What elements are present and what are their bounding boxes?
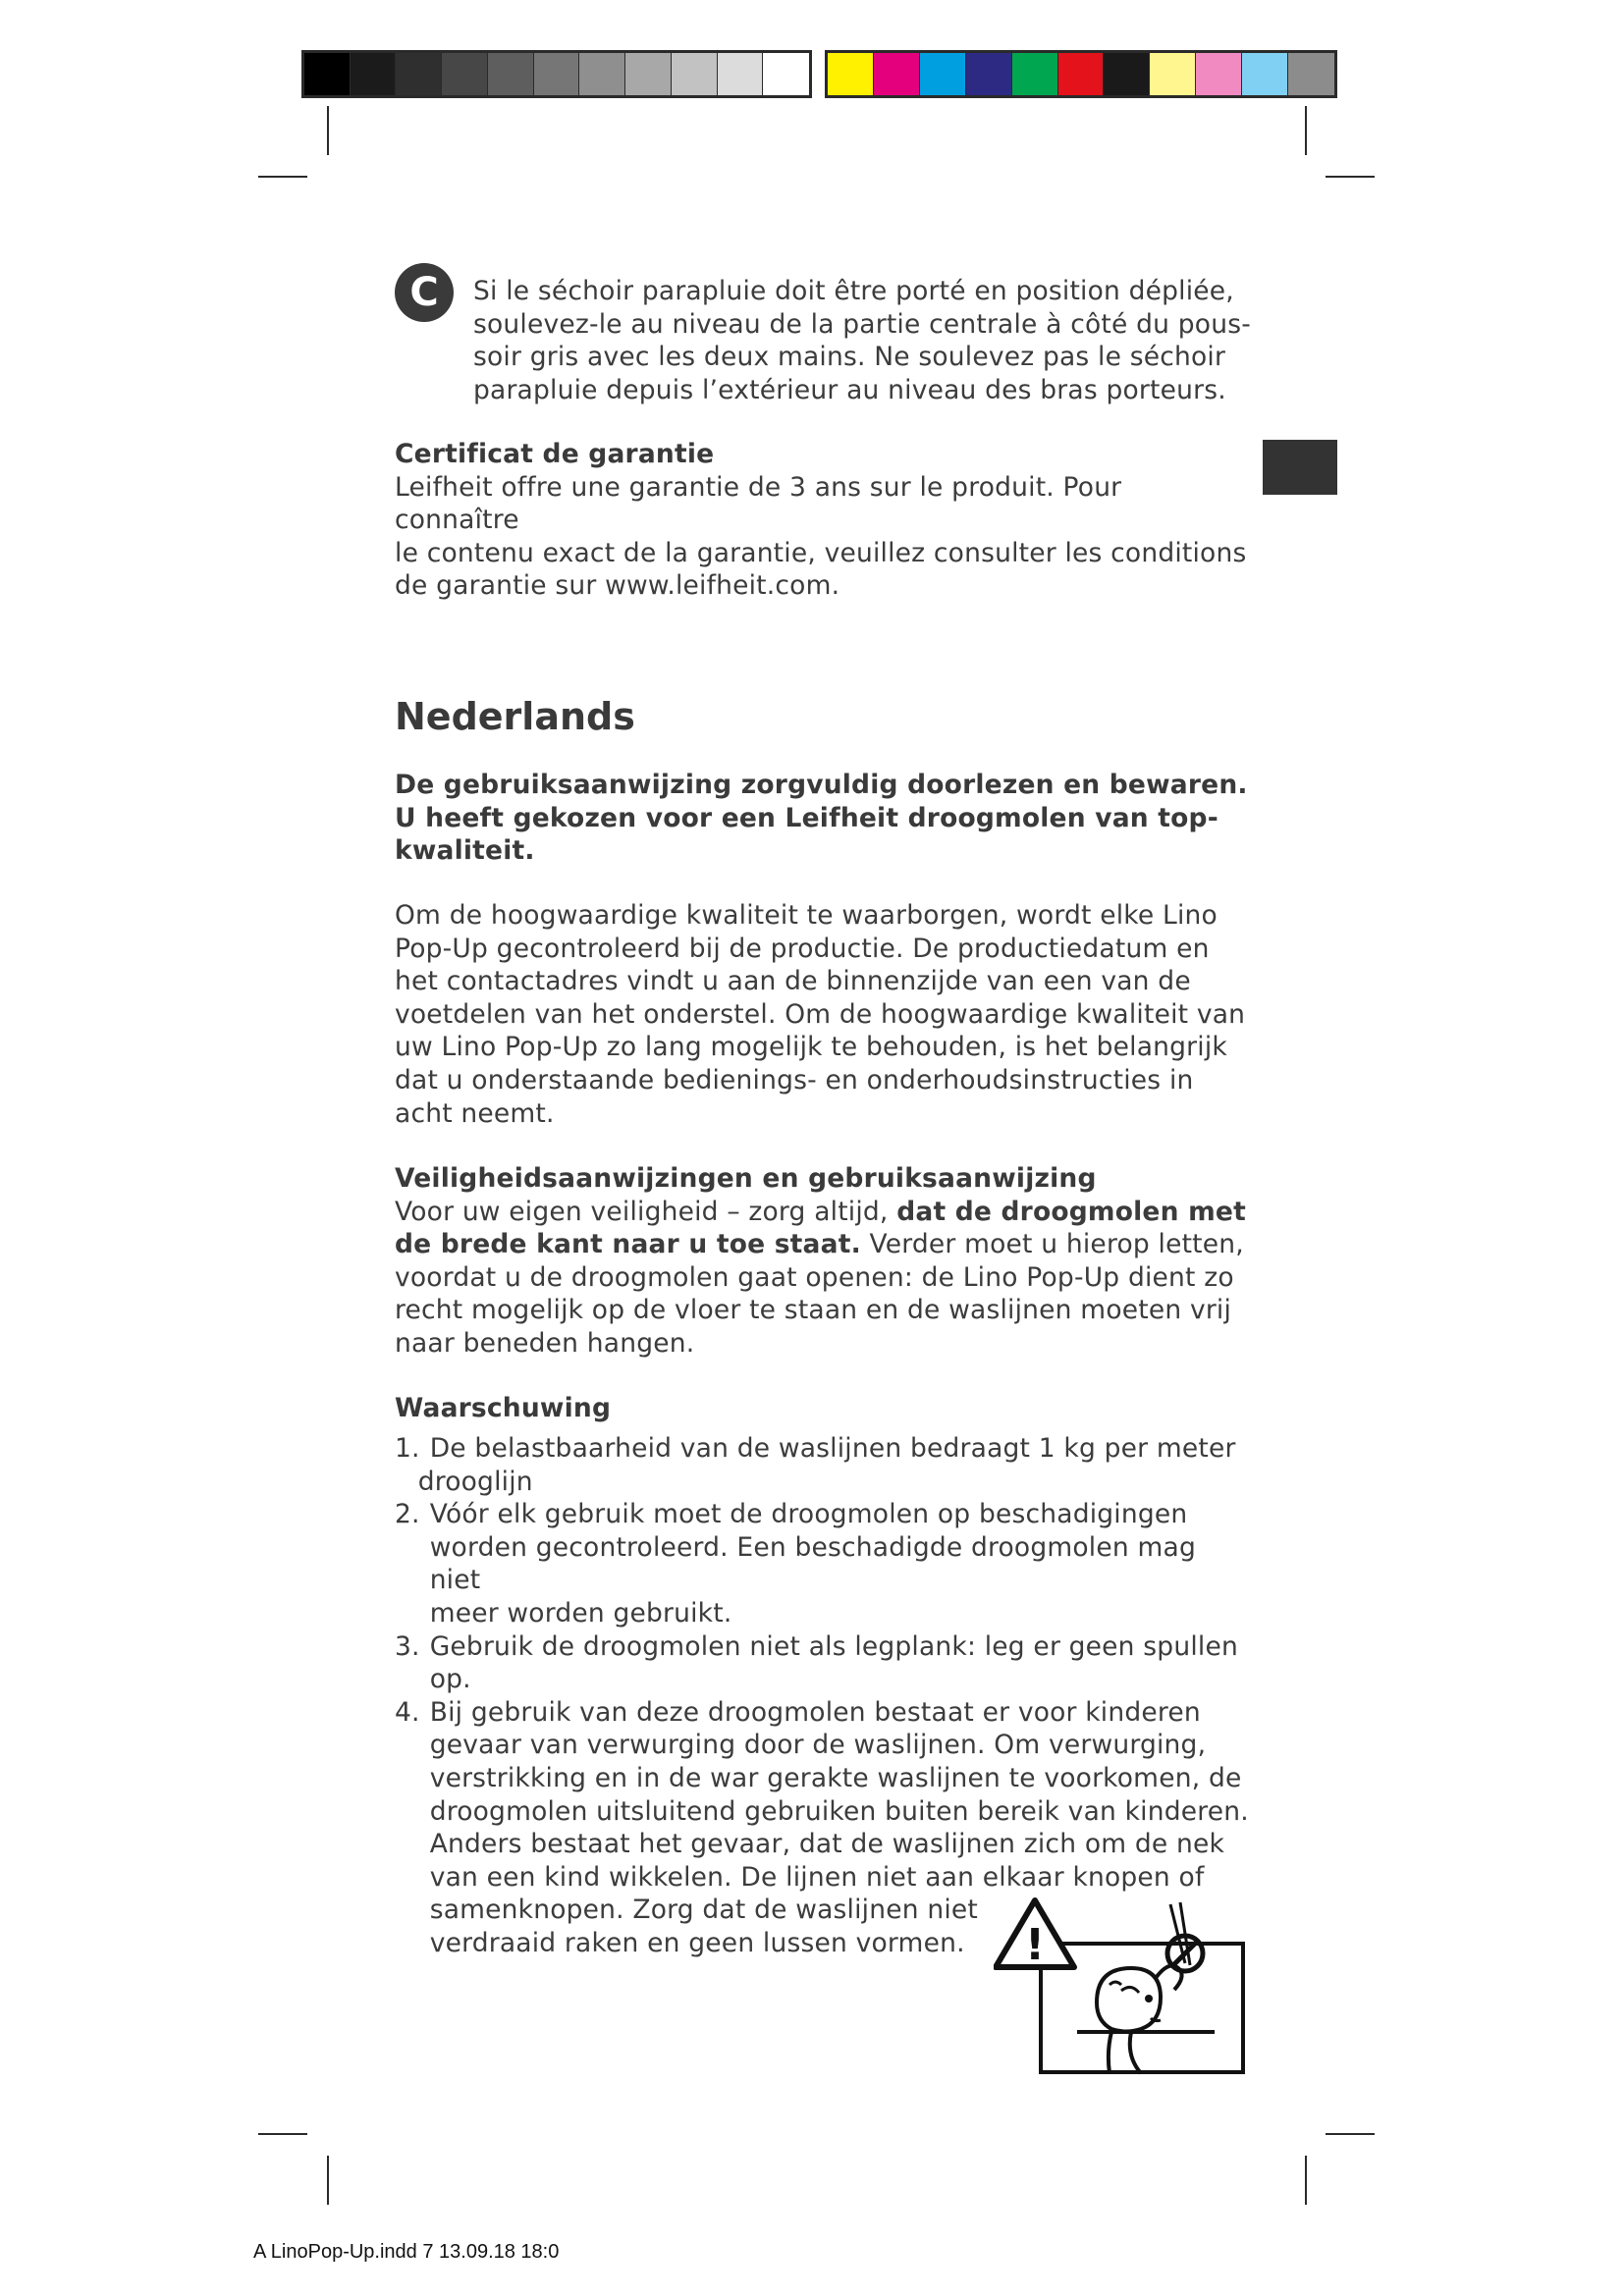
- text-line: meer worden gebruikt.: [429, 1597, 732, 1629]
- language-tab-marker: [1263, 440, 1337, 495]
- text-line: drooglijn: [417, 1466, 533, 1497]
- text-line: Om de hoogwaardige kwaliteit te waarborgen, wordt elke Lino: [395, 900, 1218, 931]
- text-line: voetdelen van het onderstel. Om de hoogwaardige kwaliteit van: [395, 998, 1246, 1030]
- crop-mark: [258, 2133, 307, 2135]
- text-line: dat u onderstaande bedienings- en onderhoudsinstructies in: [395, 1064, 1194, 1095]
- grayscale-color-bar: [301, 50, 812, 98]
- text-line: gevaar van verwurging door de waslijnen. Om verwurging,: [429, 1730, 1207, 1761]
- text-line: Gebruik de droogmolen niet als legplank: leg er geen spullen: [429, 1630, 1238, 1662]
- text-line: voordat u de droogmolen gaat openen: de Lino Pop-Up dient zo: [395, 1261, 1234, 1293]
- text-line: De gebruiksaanwijzing zorgvuldig doorlezen en bewaren.: [395, 770, 1248, 800]
- color-swatch: [304, 53, 351, 95]
- text-line: Pop-Up gecontroleerd bij de productie. De productiedatum en: [395, 933, 1210, 964]
- warranty-title: Certificat de garantie: [395, 439, 715, 469]
- color-swatch: [442, 53, 488, 95]
- text-line: verstrikking en in de war gerakte waslijnen te voorkomen, de: [429, 1762, 1242, 1793]
- list-number: 2.: [395, 1499, 420, 1530]
- color-swatch: [625, 53, 672, 95]
- list-number: 3.: [395, 1630, 420, 1662]
- text-line: acht neemt.: [395, 1097, 555, 1129]
- color-swatch: [828, 53, 874, 95]
- list-item-body: [417, 1432, 1249, 1498]
- text-line: soulevez-le au niveau de la partie centrale à côté du pous-: [473, 308, 1251, 340]
- color-swatch: [1150, 53, 1196, 95]
- warranty-section: [395, 438, 1249, 603]
- color-swatch: [718, 53, 764, 95]
- text-line: verdraaid raken en geen lussen vormen.: [429, 1927, 965, 1958]
- color-swatch: [920, 53, 966, 95]
- text-line: U heeft gekozen voor een Leifheit droogmolen van top-: [395, 802, 1218, 833]
- color-swatch: [396, 53, 442, 95]
- text-line: le contenu exact de la garantie, veuillez consulter les conditions: [395, 537, 1247, 568]
- text-span: Voor uw eigen veiligheid – zorg altijd,: [395, 1196, 897, 1227]
- text-line: Leifheit offre une garantie de 3 ans sur le produit. Pour connaître: [395, 471, 1122, 536]
- emphasis-text: de brede kant naar u toe staat.: [395, 1229, 861, 1260]
- language-heading: Nederlands: [395, 695, 635, 738]
- emphasis-text: dat de droogmolen met: [896, 1196, 1246, 1227]
- color-swatch: [1104, 53, 1150, 95]
- safety-title: Veiligheidsaanwijzingen en gebruiksaanwijzing: [395, 1163, 1097, 1194]
- text-line: [395, 1228, 1249, 1261]
- crop-mark: [1326, 2133, 1375, 2135]
- warning-list: [395, 1432, 1249, 1960]
- color-swatch: [351, 53, 397, 95]
- color-swatch: [534, 53, 580, 95]
- text-span: Verder moet u hierop letten,: [860, 1229, 1244, 1260]
- text-line: [395, 1196, 1249, 1229]
- color-swatch: [579, 53, 625, 95]
- text-line: soir gris avec les deux mains. Ne soulevez pas le séchoir: [473, 342, 1226, 373]
- color-swatch: [874, 53, 920, 95]
- crop-mark: [327, 106, 329, 155]
- list-item-body: [430, 1498, 1249, 1629]
- text-line: droogmolen uitsluitend gebruiken buiten bereik van kinderen.: [429, 1795, 1249, 1827]
- color-swatch: [1058, 53, 1105, 95]
- text-line: samenknopen. Zorg dat de waslijnen niet: [429, 1895, 979, 1926]
- text-line: parapluie depuis l’extérieur au niveau des bras porteurs.: [473, 374, 1226, 405]
- color-swatch: [1242, 53, 1288, 95]
- step-c-icon: C: [395, 263, 454, 322]
- text-line: Vóór elk gebruik moet de droogmolen op beschadigingen: [429, 1499, 1188, 1530]
- text-line: uw Lino Pop-Up zo lang mogelijk te behouden, is het belangrijk: [395, 1032, 1227, 1063]
- text-line: kwaliteit.: [395, 835, 535, 867]
- warning-title: Waarschuwing: [395, 1393, 612, 1423]
- crop-mark: [1305, 106, 1307, 155]
- color-swatch: [966, 53, 1012, 95]
- exclamation-mark: !: [1024, 1920, 1046, 1970]
- quality-paragraph: [395, 899, 1249, 1130]
- text-line: recht mogelijk op de vloer te staan en de waslijnen moeten vrij: [395, 1295, 1232, 1326]
- text-line: Bij gebruik van deze droogmolen bestaat er voor kinderen: [429, 1696, 1201, 1728]
- text-line: van een kind wikkelen. De lijnen niet aan elkaar knopen of: [429, 1861, 1205, 1893]
- text-line: op.: [429, 1664, 471, 1695]
- list-number: 4.: [395, 1696, 420, 1728]
- color-swatch: [488, 53, 534, 95]
- safety-section: [395, 1162, 1249, 1361]
- color-swatch: [1288, 53, 1334, 95]
- list-number: 1.: [395, 1433, 420, 1464]
- crop-mark: [1326, 176, 1375, 178]
- intro-section: [395, 769, 1249, 868]
- list-item: [395, 1498, 1249, 1629]
- crop-mark: [258, 176, 307, 178]
- text-line: het contactadres vindt u aan de binnenzijde van een van de: [395, 966, 1191, 997]
- step-c-text: [473, 275, 1259, 406]
- list-item-body: [430, 1630, 1249, 1696]
- list-item: [395, 1432, 1249, 1498]
- crop-mark: [327, 2156, 329, 2205]
- print-slug: A LinoPop-Up.indd 7 13.09.18 18:0: [253, 2241, 560, 2263]
- text-line: naar beneden hangen.: [395, 1327, 695, 1359]
- color-swatch: [1012, 53, 1058, 95]
- list-item: [395, 1630, 1249, 1696]
- text-line: Si le séchoir parapluie doit être porté en position dépliée,: [473, 276, 1234, 306]
- child-strangulation-warning-icon: [994, 1895, 1247, 2076]
- text-line: worden gecontroleerd. Een beschadigde droogmolen mag niet: [429, 1531, 1196, 1596]
- text-line: Anders bestaat het gevaar, dat de waslijnen zich om de nek: [429, 1829, 1225, 1860]
- text-line: De belastbaarheid van de waslijnen bedraagt 1 kg per meter: [429, 1433, 1236, 1464]
- crop-mark: [1305, 2156, 1307, 2205]
- color-swatch: [763, 53, 809, 95]
- process-color-bar: [825, 50, 1337, 98]
- text-line: de garantie sur www.leifheit.com.: [395, 570, 840, 602]
- color-swatch: [1196, 53, 1242, 95]
- color-swatch: [672, 53, 718, 95]
